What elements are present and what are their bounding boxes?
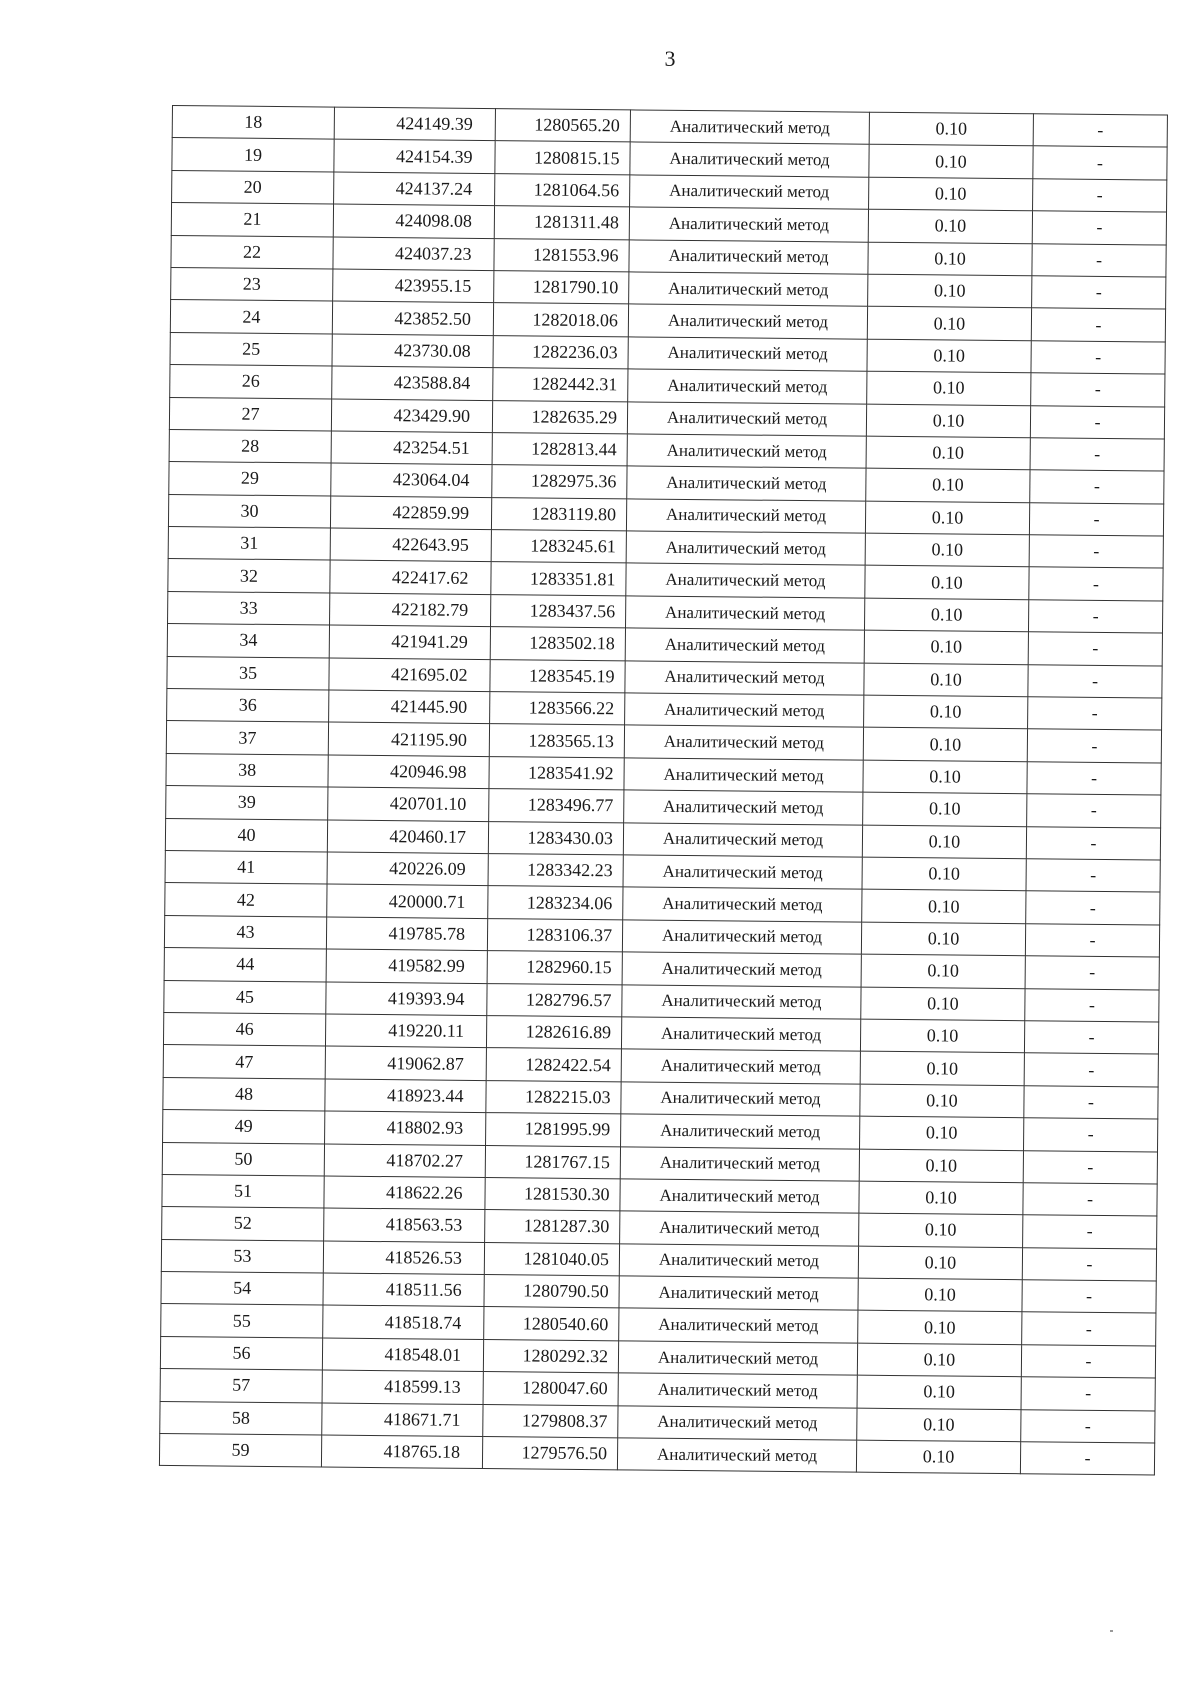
accuracy-cell: 0.10 [862,890,1026,924]
y-coordinate-cell: 1283565.13 [489,724,624,758]
accuracy-cell: 0.10 [858,1278,1022,1312]
x-coordinate-cell: 418599.13 [322,1370,483,1404]
note-cell: - [1033,114,1167,148]
note-cell: - [1024,1085,1158,1119]
point-number-cell: 31 [168,527,330,561]
method-cell: Аналитический метод [624,758,863,793]
y-coordinate-cell: 1283430.03 [488,821,623,855]
method-cell: Аналитический метод [622,920,861,955]
accuracy-cell: 0.10 [860,1084,1024,1118]
point-number-cell: 22 [171,235,333,269]
x-coordinate-cell: 424098.08 [333,204,494,238]
accuracy-cell: 0.10 [866,436,1030,470]
note-cell: - [1031,308,1165,342]
point-number-cell: 19 [172,138,334,172]
method-cell: Аналитический метод [619,1276,858,1311]
method-cell: Аналитический метод [629,239,868,274]
accuracy-cell: 0.10 [866,404,1030,438]
y-coordinate-cell: 1283502.18 [490,627,625,661]
point-number-cell: 39 [166,786,328,820]
point-number-cell: 20 [172,170,334,204]
accuracy-cell: 0.10 [868,274,1032,308]
accuracy-cell: 0.10 [859,1149,1023,1183]
accuracy-cell: 0.10 [861,954,1025,988]
y-coordinate-cell: 1281530.30 [485,1177,620,1211]
note-cell: - [1024,1021,1158,1055]
accuracy-cell: 0.10 [861,987,1025,1021]
point-number-cell: 51 [162,1174,324,1208]
x-coordinate-cell: 421445.90 [329,690,490,724]
y-coordinate-cell: 1283245.61 [491,530,626,564]
y-coordinate-cell: 1281311.48 [494,206,629,240]
point-number-cell: 23 [171,267,333,301]
method-cell: Аналитический метод [628,304,867,339]
method-cell: Аналитический метод [621,1114,860,1149]
x-coordinate-cell: 420946.98 [328,755,489,789]
x-coordinate-cell: 423429.90 [331,399,492,433]
y-coordinate-cell: 1281790.10 [494,271,629,305]
method-cell: Аналитический метод [618,1373,857,1408]
y-coordinate-cell: 1282960.15 [487,951,622,985]
note-cell: - [1030,438,1164,472]
point-number-cell: 36 [167,689,329,723]
point-number-cell: 37 [166,721,328,755]
page-number: 3 [664,46,676,71]
y-coordinate-cell: 1281995.99 [486,1113,621,1147]
coordinates-table-body [159,106,1167,1476]
x-coordinate-cell: 418548.01 [322,1338,483,1372]
y-coordinate-cell: 1283566.22 [490,692,625,726]
point-number-cell: 58 [160,1401,322,1435]
x-coordinate-cell: 420460.17 [327,820,488,854]
note-cell: - [1026,859,1160,893]
method-cell: Аналитический метод [620,1146,859,1181]
point-number-cell: 50 [162,1142,324,1176]
note-cell: - [1030,470,1164,504]
coordinates-table [159,105,1168,1476]
method-cell: Аналитический метод [628,369,867,404]
x-coordinate-cell: 422643.95 [330,528,491,562]
point-number-cell: 46 [163,1012,325,1046]
point-number-cell: 40 [165,818,327,852]
x-coordinate-cell: 421195.90 [328,722,489,756]
y-coordinate-cell: 1282018.06 [493,303,628,337]
accuracy-cell: 0.10 [857,1375,1021,1409]
y-coordinate-cell: 1283119.80 [491,497,626,531]
note-cell: - [1028,697,1162,731]
point-number-cell: 57 [160,1369,322,1403]
point-number-cell: 27 [169,397,331,431]
y-coordinate-cell: 1279808.37 [483,1404,618,1438]
y-coordinate-cell: 1281767.15 [485,1145,620,1179]
method-cell: Аналитический метод [626,499,865,534]
point-number-cell: 33 [168,591,330,625]
x-coordinate-cell: 418622.26 [324,1176,485,1210]
accuracy-cell: 0.10 [863,792,1027,826]
note-cell: - [1029,502,1163,536]
y-coordinate-cell: 1280815.15 [495,141,630,175]
accuracy-cell: 0.10 [862,857,1026,891]
x-coordinate-cell: 422417.62 [330,561,491,595]
x-coordinate-cell: 419393.94 [326,982,487,1016]
y-coordinate-cell: 1280540.60 [484,1307,619,1341]
accuracy-cell: 0.10 [864,695,1028,729]
accuracy-cell: 0.10 [865,533,1029,567]
x-coordinate-cell: 418671.71 [322,1403,483,1437]
accuracy-cell: 0.10 [860,1051,1024,1085]
accuracy-cell: 0.10 [863,728,1027,762]
note-cell: - [1032,211,1166,245]
note-cell: - [1022,1312,1156,1346]
x-coordinate-cell: 418518.74 [323,1305,484,1339]
x-coordinate-cell: 423254.51 [331,431,492,465]
accuracy-cell: 0.10 [865,566,1029,600]
accuracy-cell: 0.10 [869,177,1033,211]
accuracy-cell: 0.10 [865,501,1029,535]
method-cell: Аналитический метод [630,142,869,177]
x-coordinate-cell: 422182.79 [330,593,491,627]
method-cell: Аналитический метод [622,984,861,1019]
note-cell: - [1030,405,1164,439]
point-number-cell: 18 [172,106,334,140]
method-cell: Аналитический метод [620,1179,859,1214]
note-cell: - [1023,1215,1157,1249]
y-coordinate-cell: 1282442.31 [493,368,628,402]
x-coordinate-cell: 423588.84 [332,366,493,400]
method-cell: Аналитический метод [624,790,863,825]
point-number-cell: 54 [161,1272,323,1306]
note-cell: - [1027,794,1161,828]
y-coordinate-cell: 1283437.56 [491,594,626,628]
method-cell: Аналитический метод [623,855,862,890]
x-coordinate-cell: 423852.50 [332,301,493,335]
method-cell: Аналитический метод [621,1017,860,1052]
method-cell: Аналитический метод [623,887,862,922]
point-number-cell: 43 [164,915,326,949]
x-coordinate-cell: 424154.39 [334,139,495,173]
y-coordinate-cell: 1280790.50 [484,1275,619,1309]
accuracy-cell: 0.10 [861,922,1025,956]
y-coordinate-cell: 1282975.36 [492,465,627,499]
accuracy-cell: 0.10 [867,339,1031,373]
y-coordinate-cell: 1283234.06 [488,886,623,920]
note-cell: - [1023,1183,1157,1217]
x-coordinate-cell: 418702.27 [324,1144,485,1178]
note-cell: - [1020,1442,1154,1476]
accuracy-cell: 0.10 [868,209,1032,243]
point-number-cell: 28 [169,429,331,463]
y-coordinate-cell: 1280292.32 [483,1339,618,1373]
y-coordinate-cell: 1282813.44 [492,432,627,466]
note-cell: - [1027,762,1161,796]
point-number-cell: 30 [168,494,330,528]
x-coordinate-cell: 419582.99 [326,949,487,983]
point-number-cell: 52 [162,1207,324,1241]
method-cell: Аналитический метод [629,272,868,307]
note-cell: - [1032,243,1166,277]
note-cell: - [1025,956,1159,990]
method-cell: Аналитический метод [625,628,864,663]
note-cell: - [1021,1345,1155,1379]
method-cell: Аналитический метод [627,466,866,501]
accuracy-cell: 0.10 [867,307,1031,341]
point-number-cell: 32 [168,559,330,593]
accuracy-cell: 0.10 [863,760,1027,794]
method-cell: Аналитический метод [619,1308,858,1343]
method-cell: Аналитический метод [626,531,865,566]
method-cell: Аналитический метод [629,207,868,242]
note-cell: - [1032,276,1166,310]
point-number-cell: 45 [164,980,326,1014]
point-number-cell: 41 [165,850,327,884]
method-cell: Аналитический метод [630,110,869,145]
method-cell: Аналитический метод [628,337,867,372]
point-number-cell: 53 [161,1239,323,1273]
accuracy-cell: 0.10 [862,825,1026,859]
x-coordinate-cell: 418802.93 [325,1111,486,1145]
y-coordinate-cell: 1283351.81 [491,562,626,596]
note-cell: - [1027,729,1161,763]
accuracy-cell: 0.10 [858,1311,1022,1345]
y-coordinate-cell: 1282215.03 [486,1080,621,1114]
accuracy-cell: 0.10 [869,145,1033,179]
x-coordinate-cell: 418563.53 [324,1208,485,1242]
method-cell: Аналитический метод [618,1341,857,1376]
point-number-cell: 49 [163,1110,325,1144]
accuracy-cell: 0.10 [860,1116,1024,1150]
method-cell: Аналитический метод [630,175,869,210]
accuracy-cell: 0.10 [856,1440,1020,1474]
x-coordinate-cell: 424037.23 [333,237,494,271]
y-coordinate-cell: 1282616.89 [486,1016,621,1050]
y-coordinate-cell: 1280565.20 [495,109,630,143]
method-cell: Аналитический метод [621,1049,860,1084]
point-number-cell: 59 [159,1433,321,1467]
y-coordinate-cell: 1281040.05 [484,1242,619,1276]
method-cell: Аналитический метод [622,952,861,987]
note-cell: - [1023,1150,1157,1184]
x-coordinate-cell: 422859.99 [330,496,491,530]
x-coordinate-cell: 418923.44 [325,1079,486,1113]
y-coordinate-cell: 1283106.37 [487,918,622,952]
x-coordinate-cell: 419785.78 [326,917,487,951]
method-cell: Аналитический метод [627,401,866,436]
note-cell: - [1025,988,1159,1022]
point-number-cell: 35 [167,656,329,690]
y-coordinate-cell: 1281287.30 [485,1210,620,1244]
x-coordinate-cell: 423955.15 [333,269,494,303]
scan-artifact [1110,1630,1113,1632]
x-coordinate-cell: 421941.29 [329,625,490,659]
x-coordinate-cell: 420000.71 [327,884,488,918]
y-coordinate-cell: 1283342.23 [488,854,623,888]
point-number-cell: 55 [161,1304,323,1338]
note-cell: - [1028,632,1162,666]
method-cell: Аналитический метод [620,1211,859,1246]
note-cell: - [1021,1409,1155,1443]
accuracy-cell: 0.10 [869,112,1033,146]
point-number-cell: 34 [167,624,329,658]
accuracy-cell: 0.10 [864,663,1028,697]
note-cell: - [1029,567,1163,601]
accuracy-cell: 0.10 [859,1213,1023,1247]
method-cell: Аналитический метод [621,1082,860,1117]
accuracy-cell: 0.10 [860,1019,1024,1053]
note-cell: - [1033,146,1167,180]
point-number-cell: 44 [164,948,326,982]
point-number-cell: 47 [163,1045,325,1079]
method-cell: Аналитический метод [618,1405,857,1440]
note-cell: - [1031,340,1165,374]
y-coordinate-cell: 1283545.19 [490,659,625,693]
method-cell: Аналитический метод [627,434,866,469]
point-number-cell: 24 [170,300,332,334]
x-coordinate-cell: 418765.18 [321,1435,482,1469]
accuracy-cell: 0.10 [867,371,1031,405]
method-cell: Аналитический метод [625,596,864,631]
method-cell: Аналитический метод [617,1438,856,1473]
y-coordinate-cell: 1282422.54 [486,1048,621,1082]
accuracy-cell: 0.10 [858,1246,1022,1280]
y-coordinate-cell: 1283541.92 [489,756,624,790]
x-coordinate-cell: 418511.56 [323,1273,484,1307]
x-coordinate-cell: 419220.11 [325,1014,486,1048]
note-cell: - [1022,1247,1156,1281]
y-coordinate-cell: 1281064.56 [495,173,630,207]
note-cell: - [1025,923,1159,957]
y-coordinate-cell: 1283496.77 [489,789,624,823]
point-number-cell: 21 [171,203,333,237]
y-coordinate-cell: 1281553.96 [494,238,629,272]
accuracy-cell: 0.10 [859,1181,1023,1215]
y-coordinate-cell: 1282796.57 [487,983,622,1017]
y-coordinate-cell: 1279576.50 [482,1437,617,1471]
note-cell: - [1033,179,1167,213]
accuracy-cell: 0.10 [866,468,1030,502]
point-number-cell: 48 [163,1077,325,1111]
point-number-cell: 25 [170,332,332,366]
note-cell: - [1024,1053,1158,1087]
note-cell: - [1031,373,1165,407]
note-cell: - [1024,1118,1158,1152]
point-number-cell: 42 [165,883,327,917]
note-cell: - [1022,1280,1156,1314]
method-cell: Аналитический метод [625,693,864,728]
x-coordinate-cell: 424137.24 [334,172,495,206]
accuracy-cell: 0.10 [868,242,1032,276]
y-coordinate-cell: 1280047.60 [483,1372,618,1406]
accuracy-cell: 0.10 [857,1408,1021,1442]
x-coordinate-cell: 424149.39 [334,107,495,141]
point-number-cell: 26 [170,365,332,399]
note-cell: - [1028,600,1162,634]
x-coordinate-cell: 420701.10 [328,787,489,821]
note-cell: - [1026,826,1160,860]
note-cell: - [1028,664,1162,698]
x-coordinate-cell: 418526.53 [323,1241,484,1275]
y-coordinate-cell: 1282635.29 [492,400,627,434]
y-coordinate-cell: 1282236.03 [493,335,628,369]
x-coordinate-cell: 421695.02 [329,658,490,692]
x-coordinate-cell: 420226.09 [327,852,488,886]
x-coordinate-cell: 423730.08 [332,334,493,368]
x-coordinate-cell: 423064.04 [331,463,492,497]
point-number-cell: 38 [166,753,328,787]
x-coordinate-cell: 419062.87 [325,1046,486,1080]
method-cell: Аналитический метод [623,822,862,857]
accuracy-cell: 0.10 [864,598,1028,632]
point-number-cell: 56 [160,1336,322,1370]
method-cell: Аналитический метод [625,661,864,696]
point-number-cell: 29 [169,462,331,496]
method-cell: Аналитический метод [624,725,863,760]
note-cell: - [1026,891,1160,925]
method-cell: Аналитический метод [626,563,865,598]
accuracy-cell: 0.10 [864,630,1028,664]
accuracy-cell: 0.10 [857,1343,1021,1377]
method-cell: Аналитический метод [619,1244,858,1279]
note-cell: - [1029,535,1163,569]
note-cell: - [1021,1377,1155,1411]
